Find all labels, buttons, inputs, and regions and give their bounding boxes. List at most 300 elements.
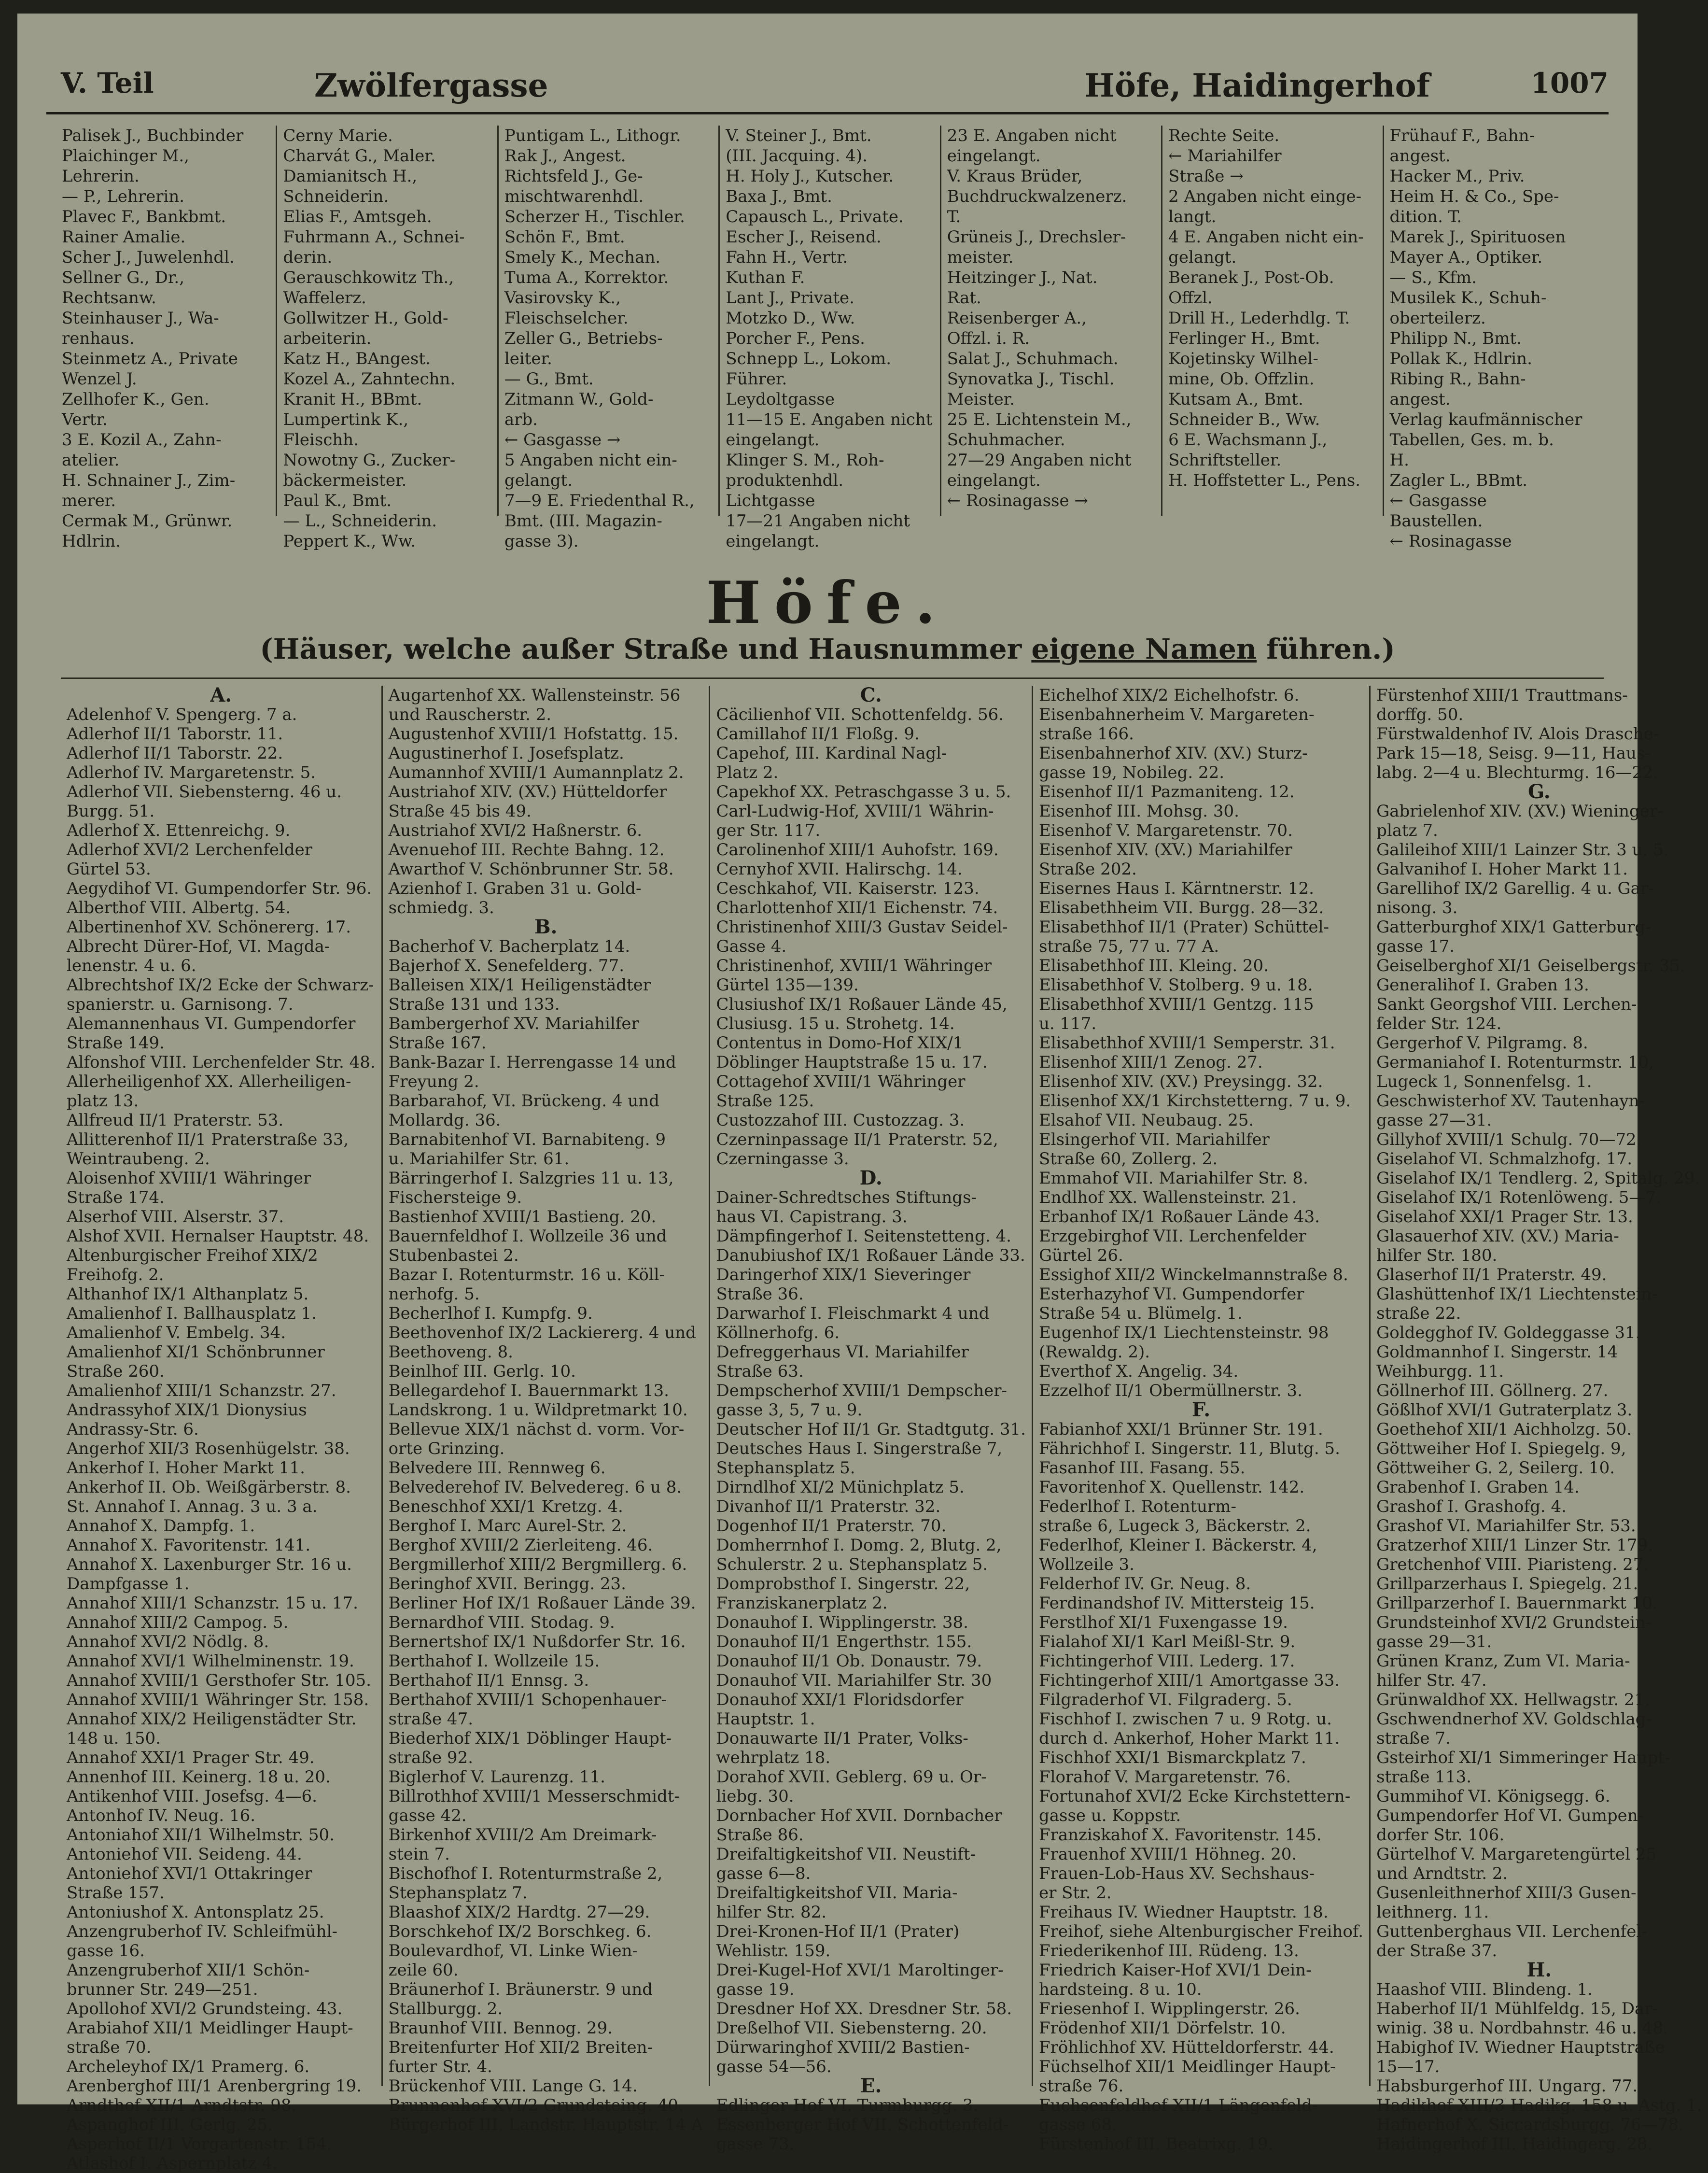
directory-entry: Steinhauser J., Wa- [62, 309, 219, 328]
index-entry: spanierstr. u. Garnisong. 7. [67, 995, 294, 1014]
directory-entry: Mayer A., Optiker. [1389, 248, 1543, 267]
index-entry: gasse 42. [388, 1806, 467, 1825]
directory-entry: Marek J., Spirituosen [1389, 227, 1566, 247]
index-entry: Barnabitenhof VI. Barnabiteng. 9 [388, 1130, 666, 1149]
directory-entry: Baustellen. [1389, 511, 1483, 531]
index-entry: Geiselberghof XI/1 Geiselbergstr. 35. [1376, 956, 1685, 975]
index-entry: Domprobsthof I. Singerstr. 22, [716, 1574, 970, 1594]
index-entry: Dreßelhof VII. Siebensterng. 20. [716, 2018, 987, 2038]
index-entry: Adlerhof IV. Margaretenstr. 5. [67, 763, 316, 782]
directory-entry: Schnepp L., Lokom. [726, 349, 892, 368]
directory-entry: langt. [1168, 207, 1217, 226]
index-entry: platz 7. [1376, 821, 1438, 840]
index-entry: Annahof XXI/1 Prager Str. 49. [67, 1748, 315, 1767]
index-entry: Bauernfeldhof I. Wollzeile 36 und [388, 1227, 667, 1246]
index-entry: Elisabethhof XVIII/1 Semperstr. 31. [1038, 1033, 1335, 1053]
index-entry: Annahof XVIII/1 Gersthofer Str. 105. [67, 1671, 371, 1690]
page-header [46, 67, 1609, 115]
index-entry: Sankt Georgshof VIII. Lerchen- [1376, 995, 1637, 1014]
index-entry: Straße 63. [716, 1362, 804, 1381]
index-entry: Elsingerhof VII. Mariahilfer [1038, 1130, 1270, 1149]
index-entry: Amalienhof XIII/1 Schanzstr. 27. [67, 1381, 336, 1400]
index-entry: Berliner Hof IX/1 Roßauer Lände 39. [388, 1594, 696, 1613]
index-entry: Gusenleithnerhof XIII/3 Gusen- [1376, 1883, 1637, 1903]
directory-entry: Philipp N., Bmt. [1389, 329, 1522, 348]
index-entry: Emmahof VII. Mariahilfer Str. 8. [1038, 1169, 1308, 1188]
index-entry: Barbarahof, VI. Brückeng. 4 und [388, 1091, 659, 1111]
index-entry: Giselahof VI. Schmalzhofg. 17. [1376, 1149, 1633, 1169]
index-entry: Federlhof I. Rotenturm- [1038, 1497, 1236, 1516]
index-entry: Berghof XVIII/2 Zierleiteng. 46. [388, 1536, 653, 1555]
index-entry: Carolinenhof XIII/1 Auhofstr. 169. [716, 840, 999, 860]
directory-entry: Reisenberger A., [947, 309, 1087, 328]
index-entry: Danubiushof IX/1 Roßauer Lände 33. [716, 1246, 1025, 1265]
index-entry: Atlashof I. Aspernplatz 4. [67, 2154, 278, 2173]
directory-entry: Klinger S. M., Roh- [726, 451, 884, 470]
directory-entry: 23 E. Angaben nicht [947, 126, 1117, 145]
index-entry: Camillahof II/1 Floßg. 9. [716, 724, 920, 744]
index-entry: Eisenbahnerheim V. Margareten- [1038, 705, 1315, 724]
directory-entry: ← Gasgasse → [504, 430, 621, 450]
index-entry: Gürtel 53. [67, 860, 151, 879]
index-entry: Fortunahof XVI/2 Ecke Kirchstettern- [1038, 1787, 1351, 1806]
index-entry: Donauhof II/1 Ob. Donaustr. 79. [716, 1651, 982, 1671]
directory-entry: Tuma A., Korrektor. [504, 268, 669, 287]
directory-entry: Elias F., Amtsgeh. [283, 207, 432, 226]
directory-entry: Cerny Marie. [283, 126, 393, 145]
index-entry: Frauenhof XVIII/1 Höhneg. 20. [1038, 1845, 1297, 1864]
index-entry: Gürtelhof V. Margaretengürtel 25 [1376, 1845, 1657, 1864]
index-entry: Antikenhof VIII. Josefsg. 4—6. [67, 1787, 317, 1806]
index-entry: Alemannenhaus VI. Gumpendorfer [67, 1014, 356, 1033]
index-entry: Allitterenhof II/1 Praterstraße 33, [67, 1130, 349, 1149]
index-entry: nisong. 3. [1376, 898, 1458, 917]
index-entry: Bellevue XIX/1 nächst d. vorm. Vor- [388, 1420, 685, 1439]
index-entry: Cottagehof XVIII/1 Währinger [716, 1072, 966, 1091]
index-entry: Park 15—18, Seisg. 9—11, Haus- [1376, 744, 1651, 763]
index-entry: Dorahof XVII. Geblerg. 69 u. Or- [716, 1767, 987, 1787]
page-number: 1007 [1530, 67, 1609, 99]
index-entry: Drei-Kronen-Hof II/1 (Prater) [716, 1922, 960, 1941]
index-entry: Weintraubeng. 2. [67, 1149, 210, 1169]
index-entry: liebg. 30. [716, 1787, 794, 1806]
index-entry: Wollzeile 3. [1038, 1555, 1134, 1574]
index-entry: Weihburgg. 11. [1376, 1362, 1504, 1381]
index-entry: gasse 68. [1038, 2115, 1117, 2134]
index-entry: Gretchenhof VIII. Piaristeng. 27. [1376, 1555, 1649, 1574]
index-entry: Edlinger Hof VI. Turmburgg. 3. [716, 2096, 979, 2115]
street-column-4 [720, 126, 941, 551]
index-entry: straße 113. [1376, 1767, 1472, 1787]
index-entry: Filgraderhof VI. Filgraderg. 5. [1038, 1690, 1292, 1709]
directory-entry: Schneiderin. [283, 187, 389, 206]
index-entry: Arabiahof XII/1 Meidlinger Haupt- [67, 2018, 353, 2038]
directory-entry: Straße → [1168, 167, 1244, 186]
directory-entry: merer. [62, 491, 116, 510]
index-entry: Becherlhof I. Kumpfg. 9. [388, 1304, 593, 1323]
directory-entry: Drill H., Lederhdlg. T. [1168, 309, 1350, 328]
index-entry: Ankerhof I. Hoher Markt 11. [67, 1458, 305, 1478]
street-column-5 [941, 126, 1162, 516]
directory-entry: Steinmetz A., Private [62, 349, 238, 368]
index-entry: Bräunerhof I. Bräunerstr. 9 und [388, 1980, 653, 1999]
index-entry: Bernardhof VIII. Stodag. 9. [388, 1613, 615, 1632]
index-entry: Gürtel 135—139. [716, 975, 859, 995]
index-entry: Fischersteige 9. [388, 1188, 522, 1207]
directory-entry: Ferlinger H., Bmt. [1168, 329, 1320, 348]
index-entry: Mollardg. 36. [388, 1111, 501, 1130]
index-entry: Glashüttenhof IX/1 Liechtenstein- [1376, 1284, 1657, 1304]
index-entry: Fürstenhof III. Beatrixg. 19. [1038, 2134, 1274, 2154]
directory-entry: Fuhrmann A., Schnei- [283, 227, 465, 247]
index-entry: Austriahof XIV. (XV.) Hütteldorfer [388, 782, 667, 802]
index-entry: Elisenhof XX/1 Kirchstetterng. 7 u. 9. [1038, 1091, 1351, 1111]
directory-entry: 17—21 Angaben nicht [726, 511, 910, 531]
index-entry: Federlhof, Kleiner I. Bäckerstr. 4, [1038, 1536, 1317, 1555]
directory-entry: Smely K., Mechan. [504, 248, 661, 267]
index-entry: Elisabethhof XVIII/1 Gentzg. 115 [1038, 995, 1314, 1014]
directory-entry: eingelangt. [726, 532, 820, 551]
index-entry: E. [860, 2074, 882, 2097]
index-entry: gasse 6—8. [716, 1864, 811, 1883]
directory-entry: Scher J., Juwelenhdl. [62, 248, 235, 267]
index-entry: Bürgerhof III. Landstr. Hauptstr. 14 A [388, 2115, 703, 2134]
index-entry: Ankerhof II. Ob. Weißgärberstr. 8. [67, 1478, 351, 1497]
directory-entry: Salat J., Schuhmach. [947, 349, 1119, 368]
index-entry: Goethehof XII/1 Aichholzg. 50. [1376, 1420, 1632, 1439]
index-entry: B. [534, 916, 558, 938]
index-entry: Billrothhof XVIII/1 Messerschmidt- [388, 1787, 680, 1806]
index-entry: stein 7. [388, 1845, 450, 1864]
index-entry: Glasauerhof XIV. (XV.) Maria- [1376, 1227, 1619, 1246]
directory-entry: — P., Lehrerin. [62, 187, 185, 206]
index-entry: straße 70. [67, 2038, 152, 2057]
directory-entry: V. Steiner J., Bmt. [726, 126, 872, 145]
index-entry: Grünwaldhof XX. Hellwagstr. 21. [1376, 1690, 1651, 1709]
index-entry: Göllnerhof III. Göllnerg. 27. [1376, 1381, 1609, 1400]
directory-entry: Musilek K., Schuh- [1389, 288, 1547, 308]
directory-entry: 6 E. Wachsmann J., [1168, 430, 1328, 450]
directory-entry: H. Schnainer J., Zim- [62, 471, 236, 490]
index-entry: Adlerhof VII. Siebensterng. 46 u. [67, 782, 342, 802]
index-entry: H. [1526, 1959, 1552, 1981]
index-column-5 [1371, 686, 1708, 2154]
subtitle-underlined: eigene Namen [1031, 633, 1257, 665]
index-entry: Brunnenhof XVI/2 Grundsteing. 40. [388, 2096, 684, 2115]
directory-entry: Wenzel J. [62, 369, 137, 389]
directory-entry: Kutsam A., Bmt. [1168, 390, 1303, 409]
index-entry: Dampfgasse 1. [67, 1574, 190, 1594]
index-entry: gasse 19, Nobileg. 22. [1038, 763, 1225, 782]
directory-entry: H. Holy J., Kutscher. [726, 167, 894, 186]
directory-entry: Peppert K., Ww. [283, 532, 416, 551]
directory-entry: dition. T. [1389, 207, 1462, 226]
directory-entry: V. Kraus Brüder, [947, 167, 1083, 186]
index-entry: Fasanhof III. Fasang. 55. [1038, 1458, 1246, 1478]
index-entry: Köllnerhofg. 6. [716, 1323, 840, 1342]
street-column-1 [56, 126, 277, 551]
index-entry: Alfonshof VIII. Lerchenfelder Str. 48. [67, 1053, 376, 1072]
directory-entry: arbeiterin. [283, 329, 372, 348]
directory-entry: leiter. [504, 349, 552, 368]
index-entry: Albrechtshof IX/2 Ecke der Schwarz- [67, 975, 374, 995]
index-entry: Drei-Kugel-Hof XVI/1 Maroltinger- [716, 1961, 1004, 1980]
directory-entry: 5 Angaben nicht ein- [504, 451, 677, 470]
index-entry: u. 117. [1038, 1014, 1097, 1033]
index-entry: felder Str. 124. [1376, 1014, 1502, 1033]
index-entry: Apollohof XVI/2 Grundsteing. 43. [67, 1999, 343, 2018]
index-entry: Giselahof IX/1 Tendlerg. 2, Spitalg. 29. [1376, 1169, 1700, 1188]
directory-entry: Buchdruckwalzenerz. [947, 187, 1127, 206]
index-entry: Beringhof XVII. Beringg. 23. [388, 1574, 626, 1594]
index-entry: Habsburgerhof III. Ungarg. 77. [1376, 2076, 1638, 2096]
index-entry: straße 6, Lugeck 3, Bäckerstr. 2. [1038, 1516, 1311, 1536]
index-entry: Archeleyhof IX/1 Pramerg. 6. [67, 2057, 310, 2076]
index-entry: Stephansplatz 5. [716, 1458, 855, 1478]
index-entry: dorfer Str. 106. [1376, 1825, 1505, 1845]
directory-entry: mine, Ob. Offzlin. [1168, 369, 1315, 389]
index-entry: Germaniahof I. Rotenturmstr. 10, [1376, 1053, 1654, 1072]
index-entry: ger Str. 117. [716, 821, 821, 840]
index-entry: Alberthof VIII. Albertg. 54. [67, 898, 291, 917]
index-entry: Fröhlichhof XV. Hütteldorferstr. 44. [1038, 2038, 1334, 2057]
index-entry: leithnerg. 11. [1376, 1903, 1489, 1922]
index-entry: Capekhof XX. Petraschgasse 3 u. 5. [716, 782, 1011, 802]
index-entry: Felderhof IV. Gr. Neug. 8. [1038, 1574, 1251, 1594]
index-entry: Christinenhof XIII/3 Gustav Seidel- [716, 917, 1008, 937]
index-entry: Elisenhof XIV. (XV.) Preysingg. 32. [1038, 1072, 1323, 1091]
index-entry: Göttweiher G. 2, Seilerg. 10. [1376, 1458, 1615, 1478]
index-entry: Annahof X. Dampfg. 1. [67, 1516, 255, 1536]
directory-entry: Sellner G., Dr., [62, 268, 185, 287]
index-entry: Straße 149. [67, 1033, 165, 1053]
index-entry: Alserhof VIII. Alserstr. 37. [67, 1207, 284, 1227]
index-entry: Alshof XVII. Hernalser Hauptstr. 48. [67, 1227, 369, 1246]
directory-entry: Plaichinger M., [62, 146, 189, 166]
directory-entry: angest. [1389, 390, 1451, 409]
directory-entry: Zellhofer K., Gen. [62, 390, 210, 409]
directory-entry: gelangt. [1168, 248, 1237, 267]
index-entry: Bambergerhof XV. Mariahilfer [388, 1014, 639, 1033]
index-entry: gasse 3, 5, 7 u. 9. [716, 1400, 863, 1420]
index-entry: Frauen-Lob-Haus XV. Sechshaus- [1038, 1864, 1315, 1883]
directory-entry: Gollwitzer H., Gold- [283, 309, 448, 328]
index-entry: (Rewaldg. 2). [1038, 1342, 1150, 1362]
index-entry: Fischhof I. zwischen 7 u. 9 Rotg. u. [1038, 1709, 1332, 1729]
directory-entry: Lehrerin. [62, 167, 140, 186]
index-entry: Straße 45 bis 49. [388, 802, 532, 821]
index-entry: Donauhof II/1 Engerthstr. 155. [716, 1632, 972, 1651]
index-entry: platz 13. [67, 1091, 139, 1111]
index-entry: Dempscherhof XVIII/1 Dempscher- [716, 1381, 1007, 1400]
index-entry: Stephansplatz 7. [388, 1883, 528, 1903]
index-entry: Annahof XVI/2 Nödlg. 8. [67, 1632, 269, 1651]
directory-entry: Motzko D., Ww. [726, 309, 855, 328]
index-entry: Amalienhof I. Ballhausplatz 1. [67, 1304, 317, 1323]
index-entry: straße 7. [1376, 1729, 1451, 1748]
index-entry: Bernertshof IX/1 Nußdorfer Str. 16. [388, 1632, 686, 1651]
index-entry: Azienhof I. Graben 31 u. Gold- [388, 879, 642, 898]
index-entry: Lugeck 1, Sonnenfelsg. 1. [1376, 1072, 1592, 1091]
directory-entry: Offzl. i. R. [947, 329, 1030, 348]
index-entry: Friedrich Kaiser-Hof XVI/1 Dein- [1038, 1961, 1312, 1980]
running-title-right: Höfe, Haidingerhof [1084, 67, 1430, 104]
index-entry: Biglerhof V. Laurenzg. 11. [388, 1767, 605, 1787]
index-entry: Eisenhof XIV. (XV.) Mariahilfer [1038, 840, 1292, 860]
directory-entry: 25 E. Lichtenstein M., [947, 410, 1132, 429]
index-entry: Göttweiher Hof I. Spiegelg. 9, [1376, 1439, 1626, 1458]
directory-entry: Grüneis J., Drechsler- [947, 227, 1126, 247]
index-entry: Grillparzerhof I. Bauernmarkt 10. [1376, 1594, 1658, 1613]
directory-entry: angest. [1389, 146, 1451, 166]
index-entry: Breitenfurter Hof XII/2 Breiten- [388, 2038, 653, 2057]
directory-entry: Rak J., Angest. [504, 146, 626, 166]
street-column-3 [499, 126, 720, 551]
index-entry: Avenuehof III. Rechte Bahng. 12. [388, 840, 665, 860]
directory-entry: Heitzinger J., Nat. [947, 268, 1098, 287]
index-entry: Gummihof VI. Königsegg. 6. [1376, 1787, 1610, 1806]
directory-entry: 2 Angaben nicht einge- [1168, 187, 1362, 206]
index-entry: brunner Str. 249—251. [67, 1980, 258, 1999]
directory-entry: — G., Bmt. [504, 369, 594, 389]
directory-entry: 11—15 E. Angaben nicht [726, 410, 933, 429]
index-entry: Eichelhof XIX/2 Eichelhofstr. 6. [1038, 686, 1300, 705]
index-entry: Freihaus IV. Wiedner Hauptstr. 18. [1038, 1903, 1329, 1922]
index-entry: Berthahof XVIII/1 Schopenhauer- [388, 1690, 667, 1709]
directory-entry: renhaus. [62, 329, 135, 348]
index-entry: Essighof XII/2 Winckelmannstraße 8. [1038, 1265, 1348, 1284]
title-rule [61, 677, 1604, 679]
index-entry: Haidingerhof III. Haidingerg. 28. [1376, 2134, 1653, 2154]
index-entry: Freihofg. 2. [67, 1265, 164, 1284]
index-entry: Favoritenhof X. Quellenstr. 142. [1038, 1478, 1305, 1497]
index-entry: Beethoveng. 8. [388, 1342, 513, 1362]
directory-entry: Gerauschkowitz Th., [283, 268, 454, 287]
directory-entry: Verlag kaufmännischer [1389, 410, 1582, 429]
index-entry: Platz 2. [716, 763, 779, 782]
index-entry: Albertinenhof XV. Schönererg. 17. [67, 917, 351, 937]
index-entry: Erbanhof IX/1 Roßauer Lände 43. [1038, 1207, 1320, 1227]
index-entry: Hauptstr. 1. [716, 1709, 815, 1729]
index-entry: Elisabethhof II/1 (Prater) Schüttel- [1038, 917, 1329, 937]
index-entry: Divanhof II/1 Praterstr. 32. [716, 1497, 941, 1516]
index-entry: Elisabethhof III. Kleing. 20. [1038, 956, 1269, 975]
directory-entry: Tabellen, Ges. m. b. [1389, 430, 1554, 450]
index-entry: straße 47. [388, 1709, 474, 1729]
index-entry: Cernyhof XVII. Halirschg. 14. [716, 860, 963, 879]
index-entry: Freyung 2. [388, 1072, 479, 1091]
index-entry: Essenberger Hof VII. Schottenfeld- [716, 2115, 1009, 2134]
index-entry: 148 u. 150. [67, 1729, 161, 1748]
index-entry: Fürstenhof XIII/1 Trauttmans- [1376, 686, 1628, 705]
index-entry: Gumpendorfer Hof VI. Gumpen- [1376, 1806, 1644, 1825]
index-entry: haus VI. Capistrang. 3. [716, 1207, 908, 1227]
index-entry: Donauhof VII. Mariahilfer Str. 30 [716, 1671, 992, 1690]
directory-entry: T. [947, 207, 961, 226]
index-entry: Berthahof I. Wollzeile 15. [388, 1651, 600, 1671]
index-entry: Everthof X. Angelig. 34. [1038, 1362, 1239, 1381]
index-entry: Berghof I. Marc Aurel-Str. 2. [388, 1516, 627, 1536]
directory-entry: Cermak M., Grünwr. [62, 511, 233, 531]
directory-entry: Waffelerz. [283, 288, 366, 308]
index-entry: Dämpfingerhof I. Seitenstetteng. 4. [716, 1227, 1011, 1246]
index-entry: hardsteing. 8 u. 10. [1038, 1980, 1202, 1999]
index-entry: C. [860, 684, 882, 706]
index-entry: nerhofg. 5. [388, 1284, 480, 1304]
index-entry: Berthahof II/1 Ennsg. 3. [388, 1671, 589, 1690]
index-entry: Geschwisterhof XV. Tautenhayn- [1376, 1091, 1645, 1111]
index-entry: Aumannhof XVIII/1 Aumannplatz 2. [388, 763, 684, 782]
index-entry: Annahof XVI/1 Wilhelminenstr. 19. [67, 1651, 354, 1671]
directory-entry: ← Rosinagasse → [947, 491, 1088, 510]
section-subtitle [17, 633, 1638, 665]
index-entry: Ferstlhof XI/1 Fuxengasse 19. [1038, 1613, 1288, 1632]
directory-entry: Lumpertink K., [283, 410, 409, 429]
index-entry: Eugenhof IX/1 Liechtensteinstr. 98 [1038, 1323, 1329, 1342]
directory-entry: — L., Schneiderin. [283, 511, 437, 531]
directory-entry: Offzl. [1168, 288, 1213, 308]
index-entry: Frödenhof XII/1 Dörfelstr. 10. [1038, 2018, 1286, 2038]
index-entry: Dreifaltigkeitshof VII. Maria- [716, 1883, 958, 1903]
directory-entry: Hdlrin. [62, 532, 121, 551]
index-entry: Antoniehof VII. Seideng. 44. [67, 1845, 302, 1864]
directory-entry: Hacker M., Priv. [1389, 167, 1525, 186]
index-entry: Haashof VIII. Blindeng. 1. [1376, 1980, 1593, 1999]
index-entry: Grünen Kranz, Zum VI. Maria- [1376, 1651, 1630, 1671]
index-entry: Belvedere III. Rennweg 6. [388, 1458, 606, 1478]
index-entry: Gsteirhof XI/1 Simmeringer Haupt- [1376, 1748, 1670, 1767]
index-entry: Straße 174. [67, 1188, 165, 1207]
index-entry: wehrplatz 18. [716, 1748, 831, 1767]
directory-entry: H. Hoffstetter L., Pens. [1168, 471, 1361, 490]
directory-entry: Kuthan F. [726, 268, 805, 287]
index-entry: Fichtingerhof VIII. Lederg. 17. [1038, 1651, 1295, 1671]
index-entry: Altenburgischer Freihof XIX/2 [67, 1246, 318, 1265]
subtitle-text-start: (Häuser, welche außer Straße und Hausnummer [260, 633, 1032, 665]
index-entry: Fischhof XXI/1 Bismarckplatz 7. [1038, 1748, 1306, 1767]
directory-entry: Beranek J., Post-Ob. [1168, 268, 1334, 287]
directory-entry: atelier. [62, 451, 120, 470]
index-entry: Anzengruberhof IV. Schleifmühl- [67, 1922, 337, 1941]
index-entry: Beinlhof III. Gerlg. 10. [388, 1362, 576, 1381]
index-entry: Bärringerhof I. Salzgries 11 u. 13, [388, 1169, 674, 1188]
directory-entry: Richtsfeld J., Ge- [504, 167, 643, 186]
index-entry: Annahof X. Favoritenstr. 141. [67, 1536, 311, 1555]
index-entry: Gößlhof XVI/1 Gutraterplatz 3. [1376, 1400, 1633, 1420]
index-entry: und Rauscherstr. 2. [388, 705, 552, 724]
directory-entry: Fleischh. [283, 430, 359, 450]
index-entry: Haberhof II/1 Mühlfeldg. 15, Dar- [1376, 1999, 1658, 2018]
directory-entry: ← Gasgasse [1389, 491, 1487, 510]
index-entry: Bank-Bazar I. Herrengasse 14 und [388, 1053, 676, 1072]
index-entry: Gschwendnerhof XV. Goldschlag- [1376, 1709, 1652, 1729]
index-entry: Birkenhof XVIII/2 Am Dreimark- [388, 1825, 657, 1845]
index-entry: gasse u. Koppstr. [1038, 1806, 1181, 1825]
directory-entry: Fleischselcher. [504, 309, 629, 328]
street-column-6 [1162, 126, 1384, 516]
index-entry: Dogenhof II/1 Praterstr. 70. [716, 1516, 947, 1536]
index-entry: Annahof XVIII/1 Währinger Str. 158. [67, 1690, 369, 1709]
subtitle-text-end: führen.) [1257, 633, 1395, 665]
index-entry: Gatterburghof XIX/1 Gatterburg- [1376, 917, 1651, 937]
index-entry: Dornbacher Hof XVII. Dornbacher [716, 1806, 1002, 1825]
index-entry: Guttenberghaus VII. Lerchenfel- [1376, 1922, 1647, 1941]
directory-entry: Vasirovsky K., [504, 288, 621, 308]
directory-entry: H. [1389, 451, 1409, 470]
index-entry: Grundsteinhof XVI/2 Grundstein- [1376, 1613, 1652, 1632]
index-entry: Straße 167. [388, 1033, 487, 1053]
directory-entry: Scherzer H., Tischler. [504, 207, 685, 226]
